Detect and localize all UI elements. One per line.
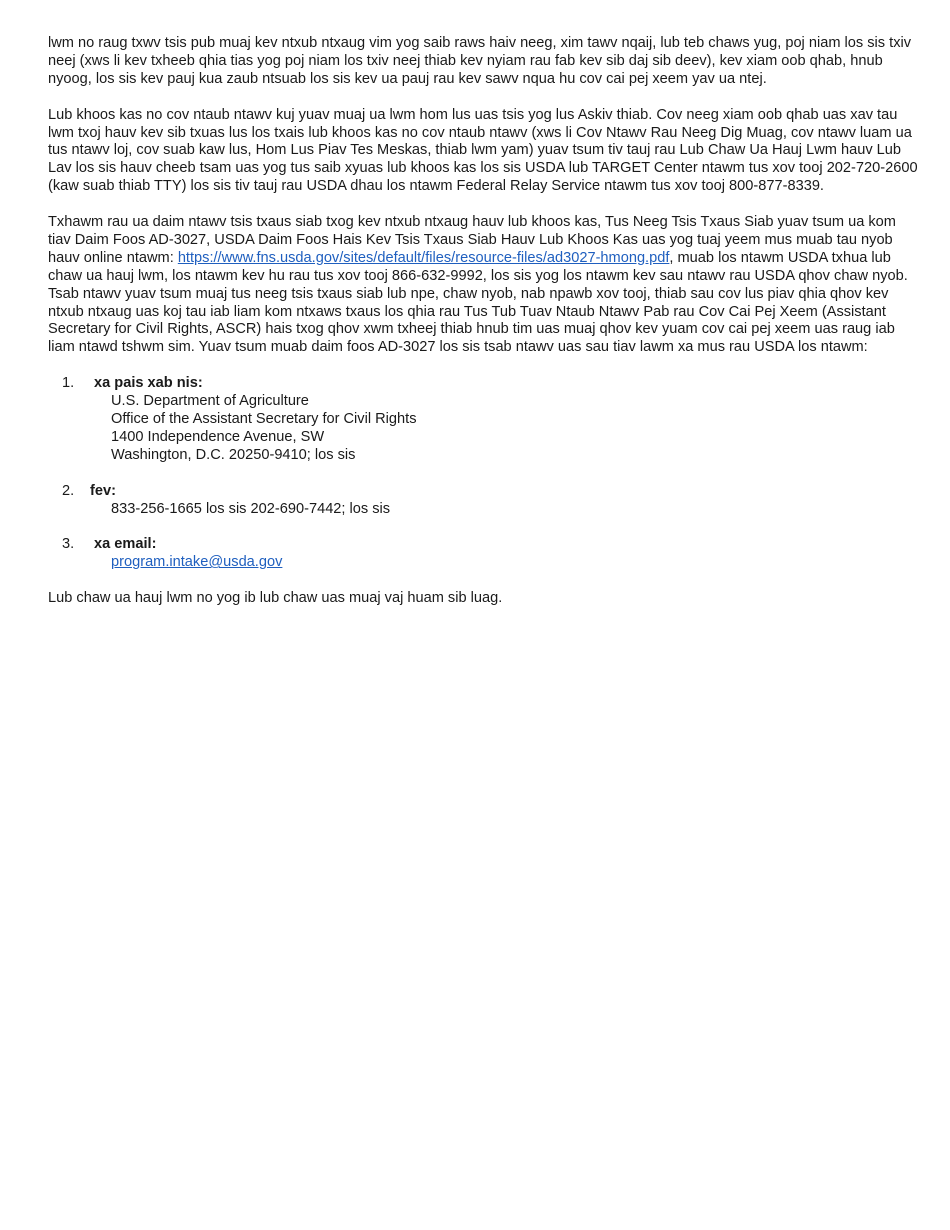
fax-label: fev:	[90, 482, 116, 499]
list-item-email	[48, 536, 920, 572]
contact-methods-list	[48, 375, 920, 572]
fax-line: 833-256-1665 los sis 202-690-7442; los sis	[111, 500, 391, 517]
list-item-fax	[48, 483, 920, 519]
list-number: 3.	[62, 536, 75, 553]
paragraph-complaint-instructions	[48, 214, 920, 357]
mailing-address	[48, 393, 920, 465]
document-page	[48, 35, 920, 626]
list-number: 2.	[62, 482, 75, 499]
list-number: 1.	[62, 375, 75, 392]
address-line: Office of the Assistant Secretary for Civil Rights	[111, 410, 417, 427]
list-item-mail	[48, 375, 920, 465]
complaint-text-before-link: Txhawm rau ua daim ntawv tsis txaus siab txog kev ntxub ntxaug hauv lub khoos kas, Tus Neeg Tsis Txaus Siab yuav tsum ua kom tiav Daim Foos AD-3027, USDA Daim Foos Hais Kev Tsis Txaus Siab Hauv Lub Khoos Kas uas yog tuaj yeem mus muab tau nyob hauv online ntawm:	[48, 214, 896, 266]
address-line: Washington, D.C. 20250-9410; los sis	[111, 446, 356, 463]
paragraph-equal-opportunity: Lub chaw ua hauj lwm no yog ib lub chaw uas muaj vaj huam sib luag.	[48, 590, 503, 606]
complaint-text-after-link: , muab los ntawm USDA txhua lub chaw ua hauj lwm, los ntawm kev hu rau tus xov tooj 866-632-9992, los sis yog los ntawm kev sau ntawv rau USDA qhov chaw nyob. Tsab ntawv yuav tsum muaj tus neeg tsis txaus siab lub npe, chaw nyob, nab npawb xov tooj, thiab sau cov lus piav qhia qhov kev ntxub ntxaug uas koj tau iab liam kom ntxaws txaus los qhia rau Tus Tub Tuav Ntaub Ntawv Pab rau Cov Cai Pej Xeem (Assistant Secretary for Civil Rights, ASCR) hais txog qhov xwm txheej thiab hnub tim uas muaj qhov kev yuam cov cai pej xeem uas raug iab liam ntawd tshwm sim. Yuav tsum muab daim foos AD-3027 los sis tsab ntawv uas sau tiav lawm xa mus rau USDA los ntawm:	[48, 249, 908, 356]
mail-label: xa pais xab nis:	[94, 375, 203, 392]
ad3027-form-link[interactable]: https://www.fns.usda.gov/sites/default/files/resource-files/ad3027-hmong.pdf	[177, 249, 670, 266]
email-label: xa email:	[94, 536, 157, 553]
fax-numbers	[48, 501, 920, 519]
address-line: 1400 Independence Avenue, SW	[111, 428, 325, 445]
email-address-block	[48, 554, 920, 572]
address-line: U.S. Department of Agriculture	[111, 393, 309, 410]
email-address-link[interactable]: program.intake@usda.gov	[111, 554, 283, 571]
paragraph-alternative-communication: Lub khoos kas no cov ntaub ntawv kuj yuav muaj ua lwm hom lus uas tsis yog lus Askiv thiab. Cov neeg xiam oob qhab uas xav tau lwm txoj hauv kev sib txuas lus los txais lub khoos kas no cov ntaub ntawv (xws li Cov Ntawv Rau Neeg Dig Muag, cov ntawv luam ua tus ntawv loj, cov suab kaw lus, Hom Lus Piav Tes Meskas, thiab lwm yam) yuav tsum tiv tauj rau Lub Chaw Ua Hauj Lwm hauv Lub Lav los sis hauv cheeb tsam uas yog tus saib xyuas lub khoos kas los sis USDA lub TARGET Center ntawm tus xov tooj 202-720-2600 (kaw suab thiab TTY) los sis tiv tauj rau USDA dhau los ntawm Federal Relay Service ntawm tus xov tooj 800-877-8339.	[48, 106, 918, 195]
paragraph-nondiscrimination: lwm no raug txwv tsis pub muaj kev ntxub ntxaug vim yog saib raws haiv neeg, xim tawv nqaij, lub teb chaws yug, poj niam los sis txiv neej (xws li kev txheeb qhia tias yog poj niam los txiv neej thiab kev nyiam rau fab kev sib daj sib deev), kev xiam oob qhab, hnub nyoog, los sis kev pauj kua zaub ntsuab los sis kev ua pauj rau kev sawv nqua hu cov cai pej xeem yav ua ntej.	[48, 35, 912, 87]
